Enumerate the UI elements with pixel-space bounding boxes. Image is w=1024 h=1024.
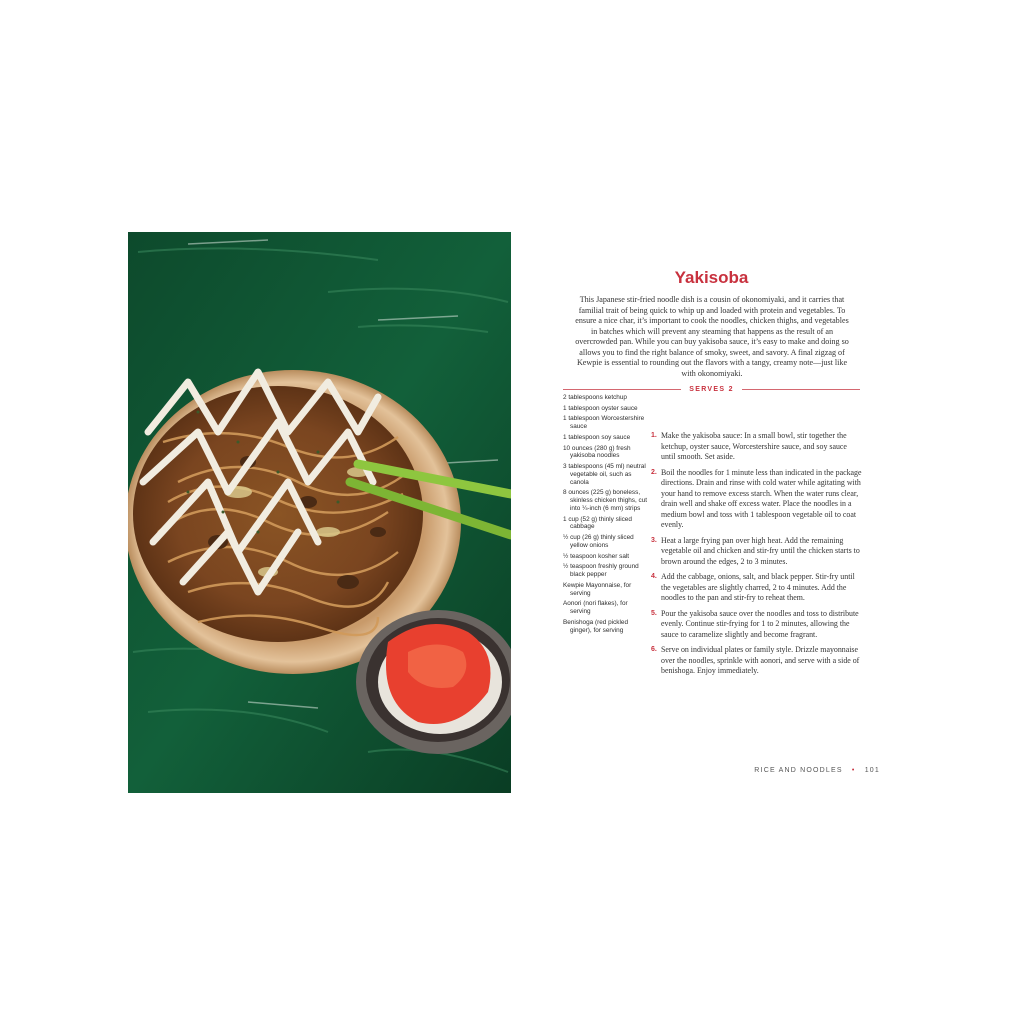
ingredient-item: 1 tablespoon Worcestershire sauce xyxy=(563,415,645,431)
ingredient-item: 8 ounces (225 g) boneless, skinless chicken thighs, cut into ¼-inch (6 mm) strips xyxy=(563,489,648,512)
step-number: 5. xyxy=(651,609,657,617)
ingredient-item: ½ teaspoon kosher salt xyxy=(563,552,630,560)
ingredient-item: 2 tablespoons ketchup xyxy=(563,394,627,401)
step-text: Heat a large frying pan over high heat. Add the remaining vegetable oil and chicken and stir-fry until the chicken starts to brown around the edges, 2 to 3 minutes. xyxy=(661,535,860,566)
step-item xyxy=(651,468,863,531)
step-number: 2. xyxy=(651,468,657,476)
page-footer xyxy=(740,767,880,774)
ingredient-item: 1 tablespoon soy sauce xyxy=(563,433,631,441)
step-number: 3. xyxy=(651,536,657,544)
ingredient-item: 1 tablespoon oyster sauce xyxy=(563,404,638,412)
ingredient-item: ½ cup (26 g) thinly sliced yellow onions xyxy=(563,534,634,549)
step-text: Serve on individual plates or family style. Drizzle mayonnaise over the noodles, sprinkle with aonori, and serve with a side of benishoga. Enjoy immediately. xyxy=(661,645,860,675)
ingredient-list xyxy=(563,394,648,637)
divider-rule-right xyxy=(742,389,860,390)
ingredient-item: 1 cup (52 g) thinly sliced cabbage xyxy=(563,515,632,531)
divider-rule-left xyxy=(563,389,681,390)
dish-photo xyxy=(128,232,511,793)
step-list xyxy=(651,431,863,682)
ingredient-item: Aonori (nori flakes), for serving xyxy=(563,600,628,616)
yakisoba-photo-illustration xyxy=(128,232,511,793)
step-item xyxy=(651,609,863,641)
ingredient-item: 10 ounces (280 g) fresh yakisoba noodles xyxy=(563,444,631,460)
step-item xyxy=(651,645,863,677)
step-number: 6. xyxy=(651,646,657,653)
recipe-title: Yakisoba xyxy=(674,268,749,287)
step-number: 4. xyxy=(651,573,657,580)
recipe-intro: This Japanese stir-fried noodle dish is a cousin of okonomiyaki, and it carries that familial trait of being quick to whip up and loaded with protein and vegetables. To ensure a nice char, it’s important to cook the noodles, chicken thighs, and vegetables in batches which will prevent any steaming that happens as the result of an overcrowded pan. While you can buy yakisoba sauce, it’s easy to make and doing so allows you to find the right balance of smoky, sweet, and savory. A final zigzag of Kewpie is essential to rounding out the flavors with a tangy, creamy note—just like with okonomiyaki. xyxy=(575,295,849,378)
step-text: Make the yakisoba sauce: In a small bowl, stir together the ketchup, oyster sauce, Worcestershire sauce, and soy sauce until smooth. Set aside. xyxy=(661,431,847,461)
ingredient-item: Benishoga (red pickled ginger), for serving xyxy=(563,618,629,634)
footer-separator: • xyxy=(851,767,856,774)
ingredient-item: Kewpie Mayonnaise, for serving xyxy=(563,581,632,597)
step-number: 1. xyxy=(651,432,657,439)
step-item xyxy=(651,536,863,568)
section-name: RICE AND NOODLES xyxy=(754,767,843,774)
step-text: Add the cabbage, onions, salt, and black pepper. Stir-fry until the vegetables are slightly charred, 2 to 4 minutes. Add the noodles to the pan and stir-fry to reheat them. xyxy=(661,572,855,602)
ingredient-item: ½ teaspoon freshly ground black pepper xyxy=(563,563,639,579)
ingredient-item: 3 tablespoons (45 ml) neutral vegetable oil, such as canola xyxy=(563,463,646,486)
step-text: Boil the noodles for 1 minute less than indicated in the package directions. Drain and rinse with cold water while agitating with your hand to remove excess starch. When the water runs clear, drain well and shake off excess water. Place the noodles in a medium bowl and toss with 1 tablespoon vegetable oil to coat evenly. xyxy=(661,467,862,529)
page-number: 101 xyxy=(864,767,880,774)
step-item xyxy=(651,572,863,604)
serves-label: SERVES 2 xyxy=(689,385,734,393)
step-text: Pour the yakisoba sauce over the noodles and toss to distribute evenly. Continue stir-frying for 1 to 2 minutes, allowing the sauce to caramelize slightly and become fragrant. xyxy=(661,608,859,639)
step-item xyxy=(651,431,863,463)
